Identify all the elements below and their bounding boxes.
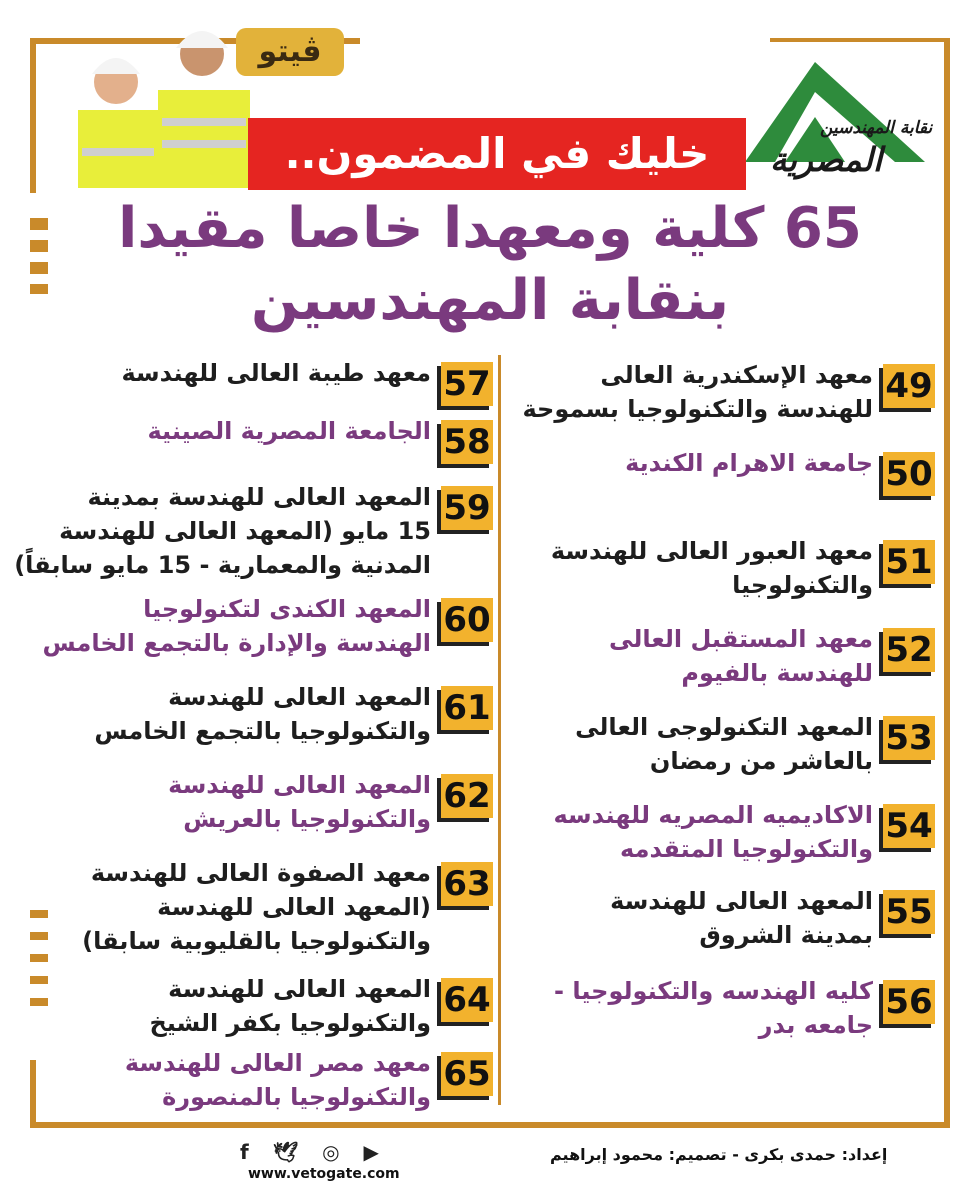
logo-text-line1: نقابة المهندسين [820,118,933,138]
list-item [14,480,493,582]
frame-dash [30,998,48,1006]
item-number: 53 [883,716,935,760]
item-text-line: المعهد العالى للهندسة [168,975,431,1003]
item-text-line: معهد العبور العالى للهندسة [550,537,873,565]
item-text-line: المعهد الكندى لتكنولوجيا [143,595,431,623]
item-number: 58 [441,420,493,464]
item-number: 64 [441,978,493,1022]
item-number: 56 [883,980,935,1024]
item-text-line: كليه الهندسه والتكنولوجيا - [554,977,873,1005]
frame-bottom-bar [30,1122,950,1128]
logo-text-line2: المصرية [770,140,883,179]
item-number: 65 [441,1052,493,1096]
item-text-line: المعهد العالى للهندسة [168,683,431,711]
list-item [520,798,935,866]
item-number: 51 [883,540,935,584]
brand-logo: ڤيتو [236,28,344,76]
item-text-line: المعهد العالى للهندسة [168,771,431,799]
item-number: 54 [883,804,935,848]
item-text-line: (المعهد العالى للهندسة [157,893,431,921]
instagram-icon[interactable]: ◎ [322,1140,340,1164]
list-item [520,884,935,952]
list-item [60,768,493,836]
list-item [60,414,493,464]
frame-top-right-bar [770,38,950,42]
list-item [42,592,493,660]
item-number: 50 [883,452,935,496]
frame-dash [30,932,48,940]
credits-text: إعداد: حمدى بكرى - تصميم: محمود إبراهيم [550,1145,888,1164]
item-number: 63 [441,862,493,906]
list-item [520,534,935,602]
twitter-icon[interactable]: 🕊 [272,1140,299,1164]
item-text-line: جامعة الاهرام الكندية [625,449,873,477]
website-link[interactable]: www.vetogate.com [248,1166,400,1182]
item-text-line: معهد الصفوة العالى للهندسة [90,859,431,887]
list-item [60,1046,493,1114]
column-divider [498,355,501,1105]
item-number: 49 [883,364,935,408]
item-text-line: معهد المستقبل العالى [609,625,873,653]
list-item [60,356,493,406]
item-text-line: الهندسة والإدارة بالتجمع الخامس [42,629,431,657]
item-text-line: بمدينة الشروق [699,921,873,949]
list-item [60,972,493,1040]
item-text-line: الجامعة المصرية الصينية [147,417,431,445]
item-text-line: بالعاشر من رمضان [649,747,873,775]
item-text-line: والتكنولوجيا بالمنصورة [162,1083,431,1111]
item-text-line: 15 مايو (المعهد العالى للهندسة [59,517,431,545]
list-item [520,622,935,690]
frame-left-bar [30,38,36,193]
item-number: 60 [441,598,493,642]
item-text-line: المعهد التكنولوجى العالى [575,713,873,741]
item-text-line: معهد الإسكندرية العالى [600,361,873,389]
frame-dash [30,910,48,918]
item-text-line: المدنية والمعمارية - 15 مايو سابقاً) [14,551,431,579]
item-text-line: الاكاديميه المصريه للهندسه [553,801,873,829]
item-text-line: جامعه بدر [758,1011,873,1039]
page-title-line2: بنقابة المهندسين [251,268,729,333]
social-links [240,1140,379,1164]
item-number: 59 [441,486,493,530]
list-item [520,446,935,496]
item-number: 57 [441,362,493,406]
item-text-line: والتكنولوجيا [732,571,873,599]
item-text-line: والتكنولوجيا بالعريش [183,805,431,833]
item-text-line: للهندسة والتكنولوجيا بسموحة [522,395,873,423]
item-number: 55 [883,890,935,934]
item-text-line: معهد طيبة العالى للهندسة [121,359,431,387]
item-text-line: والتكنولوجيا بالتجمع الخامس [94,717,431,745]
list-item [520,710,935,778]
item-number: 62 [441,774,493,818]
item-number: 52 [883,628,935,672]
facebook-icon[interactable]: f [240,1140,249,1164]
page-title-line1: 65 كلية ومعهدا خاصا مقيدا [118,196,862,261]
slogan-banner: خليك في المضمون.. [248,118,746,190]
frame-dash [30,954,48,962]
list-item [520,974,935,1042]
frame-left-bottom-bar [30,1060,36,1128]
item-text-line: للهندسة بالفيوم [681,659,873,687]
item-text-line: معهد مصر العالى للهندسة [124,1049,431,1077]
list-item [60,856,493,958]
item-number: 61 [441,686,493,730]
item-text-line: والتكنولوجيا بالقليوبية سابقا) [82,927,431,955]
item-text-line: والتكنولوجيا المتقدمه [620,835,873,863]
frame-dash [30,976,48,984]
item-text-line: المعهد العالى للهندسة بمدينة [87,483,431,511]
youtube-icon[interactable]: ▶ [363,1140,379,1164]
item-text-line: المعهد العالى للهندسة [610,887,873,915]
list-item [60,680,493,748]
list-item [520,358,935,426]
item-text-line: والتكنولوجيا بكفر الشيخ [149,1009,431,1037]
engineers-illustration [78,20,250,188]
